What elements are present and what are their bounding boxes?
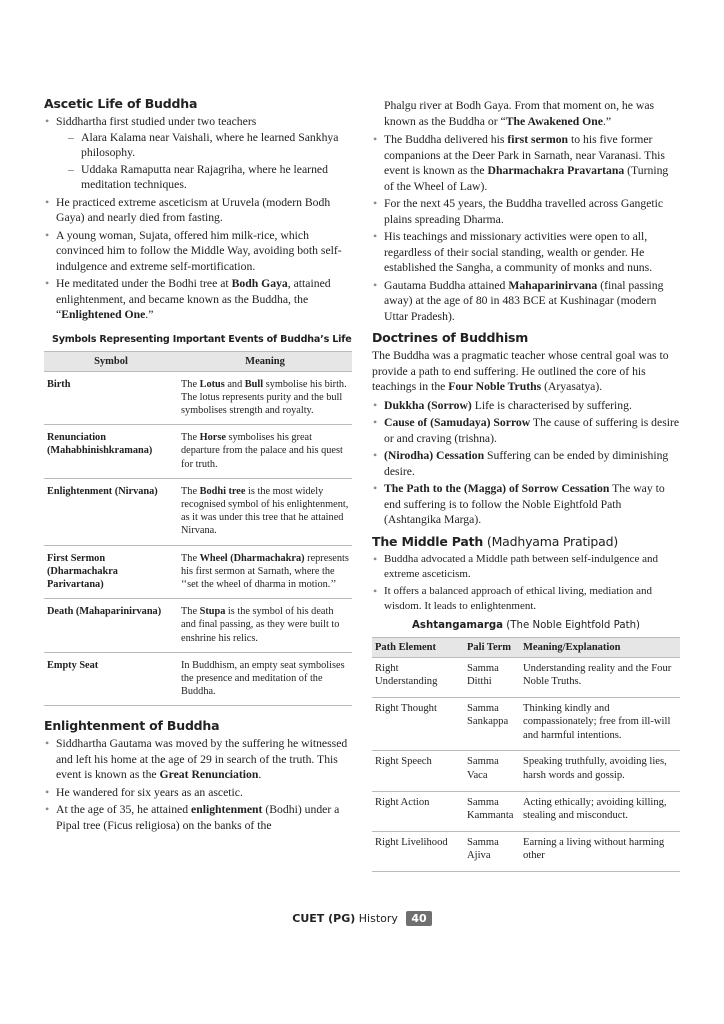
symbols-table	[44, 351, 352, 707]
caption-title: Ashtangamarga	[412, 619, 504, 631]
text: The	[181, 485, 200, 497]
section-title-middle-path	[372, 534, 680, 549]
table-row	[372, 791, 680, 831]
bold-text: The Awakened One	[505, 114, 603, 128]
bold-text: Enlightened One	[61, 308, 146, 321]
path-element-cell: Right Understanding	[372, 657, 464, 697]
text: Suffering can be ended by diminishing desire.	[384, 449, 669, 478]
path-element-cell: Right Livelihood	[372, 831, 464, 871]
meaning-cell: Thinking kindly and compassionately; free from ill-will and harmful intentions.	[520, 697, 680, 751]
text: The	[181, 432, 200, 444]
symbol-cell: Empty Seat	[44, 652, 178, 706]
path-element-cell: Right Thought	[372, 697, 464, 751]
list-item	[44, 802, 354, 833]
text: (Aryasatya).	[541, 380, 603, 393]
section-title-doctrines: Doctrines of Buddhism	[372, 330, 529, 345]
bold-text: first sermon	[507, 133, 569, 146]
text: symbolise his birth. The lotus represents purity and the bull symbolises strength and royalty.	[181, 378, 347, 416]
text: .”	[602, 114, 612, 128]
subtitle-text: (Madhyama Pratipad)	[483, 533, 619, 549]
text: and	[224, 378, 245, 390]
text: At the age of 35, he attained	[56, 803, 192, 817]
text: is the symbol of his death and final passing, as they were built to enshrine his relics.	[181, 606, 340, 644]
sub-list-item: – Uddaka Ramaputta near Rajagriha, where he learned meditation techniques.	[56, 162, 354, 193]
table-row	[372, 751, 680, 791]
right-column	[372, 98, 680, 872]
table-header-row	[372, 637, 680, 657]
meaning-cell	[178, 545, 352, 599]
ascetic-list	[44, 114, 354, 323]
meaning-cell: Understanding reality and the Four Noble Truths.	[520, 657, 680, 697]
symbols-table-caption: Symbols Representing Important Events of Buddha’s Life	[52, 333, 352, 345]
list-item	[44, 114, 354, 193]
pali-term-cell: Samma Ditthi	[464, 657, 520, 697]
list-item	[372, 415, 680, 446]
page-number: 40	[406, 911, 431, 926]
bold-text: Dukkha (Sorrow)	[384, 398, 472, 412]
bold-text: (Nirodha) Cessation	[384, 449, 485, 462]
meaning-cell	[178, 599, 352, 653]
enlightenment-list	[44, 736, 354, 833]
table-row	[44, 545, 352, 599]
text: to his five former companions at the Deer Park in Sarnath, near Varanasi. This event is known as the	[384, 133, 665, 177]
pali-term-cell: Samma Ajiva	[464, 831, 520, 871]
bold-text: Bull	[244, 378, 264, 390]
bold-text: Great Renunciation	[159, 768, 259, 782]
text: symbolises his great departure from the palace and his quest for truth.	[181, 432, 343, 470]
meaning-cell	[178, 478, 352, 545]
bold-text: Cause of (Samudaya) Sorrow	[384, 416, 531, 429]
section-title-ascetic: Ascetic Life of Buddha	[44, 96, 198, 111]
text: The cause of suffering is desire or and craving (trishna).	[384, 416, 680, 445]
text: The	[181, 378, 200, 390]
text: He meditated under the Bodhi tree at	[56, 277, 232, 290]
list-item-text: Siddhartha first studied under two teachers	[56, 115, 257, 128]
list-item	[372, 481, 680, 528]
symbol-cell: Death (Mahaparinirvana)	[44, 599, 178, 653]
meaning-cell: Earning a living without harming other	[520, 831, 680, 871]
meaning-cell: In Buddhism, an empty seat symbolises the presence and meditation of the Buddha.	[178, 652, 352, 706]
pali-term-cell: Samma Vaca	[464, 751, 520, 791]
bold-text: Horse	[199, 432, 226, 444]
text: , attained enlightenment, and became known as the Buddha, the “	[56, 277, 331, 321]
table-row	[44, 478, 352, 545]
table-row	[372, 697, 680, 751]
list-item: • His teachings and missionary activities were open to all, regardless of their social standing, wealth or gender. He established the Sangha, a community of monks and nuns.	[372, 229, 680, 276]
text: (final passing away) at the age of 80 in 483 BCE at Kushinagar (modern Uttar Pradesh).	[384, 278, 664, 323]
list-item: • For the next 45 years, the Buddha travelled across Gangetic plains spreading Dharma.	[372, 196, 680, 227]
column-header: Meaning/Explanation	[520, 637, 680, 657]
table-row	[44, 371, 352, 425]
bold-text: Lotus	[199, 378, 225, 390]
path-element-cell: Right Speech	[372, 751, 464, 791]
text: .	[258, 768, 262, 782]
text: The Buddha was a pragmatic teacher whose central goal was to provide a path to end suffering. He outlined the core of his teachings in the	[372, 349, 669, 393]
symbol-cell: Birth	[44, 371, 178, 425]
list-item	[372, 448, 680, 479]
text: Gautama Buddha attained	[384, 278, 509, 292]
pali-term-cell: Samma Sankappa	[464, 697, 520, 751]
book-title: CUET (PG)	[292, 912, 356, 925]
list-item: • It offers a balanced approach of ethical living, mediation and wisdom. It leads to enlightenment.	[372, 584, 680, 614]
column-header: Symbol	[44, 351, 178, 371]
list-item: • A young woman, Sujata, offered him milk-rice, which convinced him to follow the Middle Way, avoiding both self-indulgence and extreme self-mortification.	[44, 228, 354, 275]
buddha-life-list	[372, 132, 680, 324]
column-header: Pali Term	[464, 637, 520, 657]
pali-term-cell: Samma Kammanta	[464, 791, 520, 831]
text: .”	[145, 308, 154, 321]
symbol-cell: Renunciation (Mahabhinishkramana)	[44, 425, 178, 479]
text: represents his first sermon at Sarnath, where the ‘‘set the wheel of dharma in motion.’’	[181, 552, 349, 590]
text: (Bodhi) under a Pipal tree (Ficus religiosa) on the banks of the	[56, 803, 340, 832]
text: The	[181, 552, 200, 564]
bold-text: Bodh Gaya	[231, 277, 288, 290]
table-row	[372, 657, 680, 697]
text: The way to end suffering is to follow the Noble Eightfold Path (Ashtangika Marga).	[384, 482, 665, 526]
table-row	[44, 425, 352, 479]
list-item	[44, 736, 354, 783]
bold-text: Dharmachakra Pravartana	[487, 164, 625, 177]
text: is the most widely recognised symbol of his enlightenment, as it was under this tree that he attained Nirvana.	[181, 485, 349, 537]
table-header-row	[44, 351, 352, 371]
table-row	[44, 599, 352, 653]
ashtanga-table-caption	[372, 620, 680, 631]
column-header: Meaning	[178, 351, 352, 371]
list-item	[372, 132, 680, 194]
text: (Turning of the Wheel of Law).	[384, 164, 669, 193]
bold-text: Bodhi tree	[199, 485, 246, 497]
text: Life is characterised by suffering.	[471, 398, 632, 412]
list-item: • He practiced extreme asceticism at Uruvela (modern Bodh Gaya) and nearly died from fasting.	[44, 195, 354, 226]
doctrines-paragraph	[372, 348, 680, 395]
table-row	[372, 831, 680, 871]
page-footer	[0, 911, 724, 926]
middle-path-list	[372, 552, 680, 614]
bold-text: Mahaparinirvana	[508, 278, 598, 292]
continued-paragraph	[372, 98, 680, 129]
bold-text: The Path to the (Magga) of Sorrow Cessation	[384, 482, 610, 495]
list-item: • Buddha advocated a Middle path between self-indulgence and extreme asceticism.	[372, 552, 680, 582]
sub-list	[56, 130, 354, 193]
noble-truths-list	[372, 398, 680, 528]
left-column	[44, 96, 354, 839]
list-item	[372, 398, 680, 414]
text: Siddhartha Gautama was moved by the suffering he witnessed and left his home at the age of 29 in search of the truth. This event is known as the	[56, 737, 348, 782]
caption-subtitle: (The Noble Eightfold Path)	[503, 619, 640, 631]
meaning-cell	[178, 425, 352, 479]
list-item	[372, 278, 680, 325]
path-element-cell: Right Action	[372, 791, 464, 831]
column-header: Path Element	[372, 637, 464, 657]
table-row	[44, 652, 352, 706]
section-title-enlightenment: Enlightenment of Buddha	[44, 718, 220, 734]
symbol-cell: Enlightenment (Nirvana)	[44, 478, 178, 545]
title-text: The Middle Path	[372, 533, 484, 549]
meaning-cell: Acting ethically; avoiding killing, stealing and misconduct.	[520, 791, 680, 831]
bold-text: Wheel (Dharmachakra)	[199, 552, 305, 564]
text: The	[181, 606, 200, 618]
subject-label: History	[358, 912, 398, 925]
bold-text: Stupa	[199, 606, 226, 618]
meaning-cell	[178, 371, 352, 425]
list-item: • He wandered for six years as an ascetic.	[44, 785, 354, 801]
meaning-cell: Speaking truthfully, avoiding lies, harsh words and gossip.	[520, 751, 680, 791]
bold-text: enlightenment	[191, 803, 263, 817]
symbol-cell: First Sermon (Dharmachakra Parivartana)	[44, 545, 178, 599]
list-item	[44, 276, 354, 323]
text: The Buddha delivered his	[384, 133, 508, 146]
text: Phalgu river at Bodh Gaya. From that moment on, he was known as the Buddha or “	[384, 99, 655, 128]
eightfold-path-table	[372, 637, 680, 873]
sub-list-item: – Alara Kalama near Vaishali, where he learned Sankhya philosophy.	[56, 130, 354, 161]
bold-text: Four Noble Truths	[448, 380, 542, 393]
